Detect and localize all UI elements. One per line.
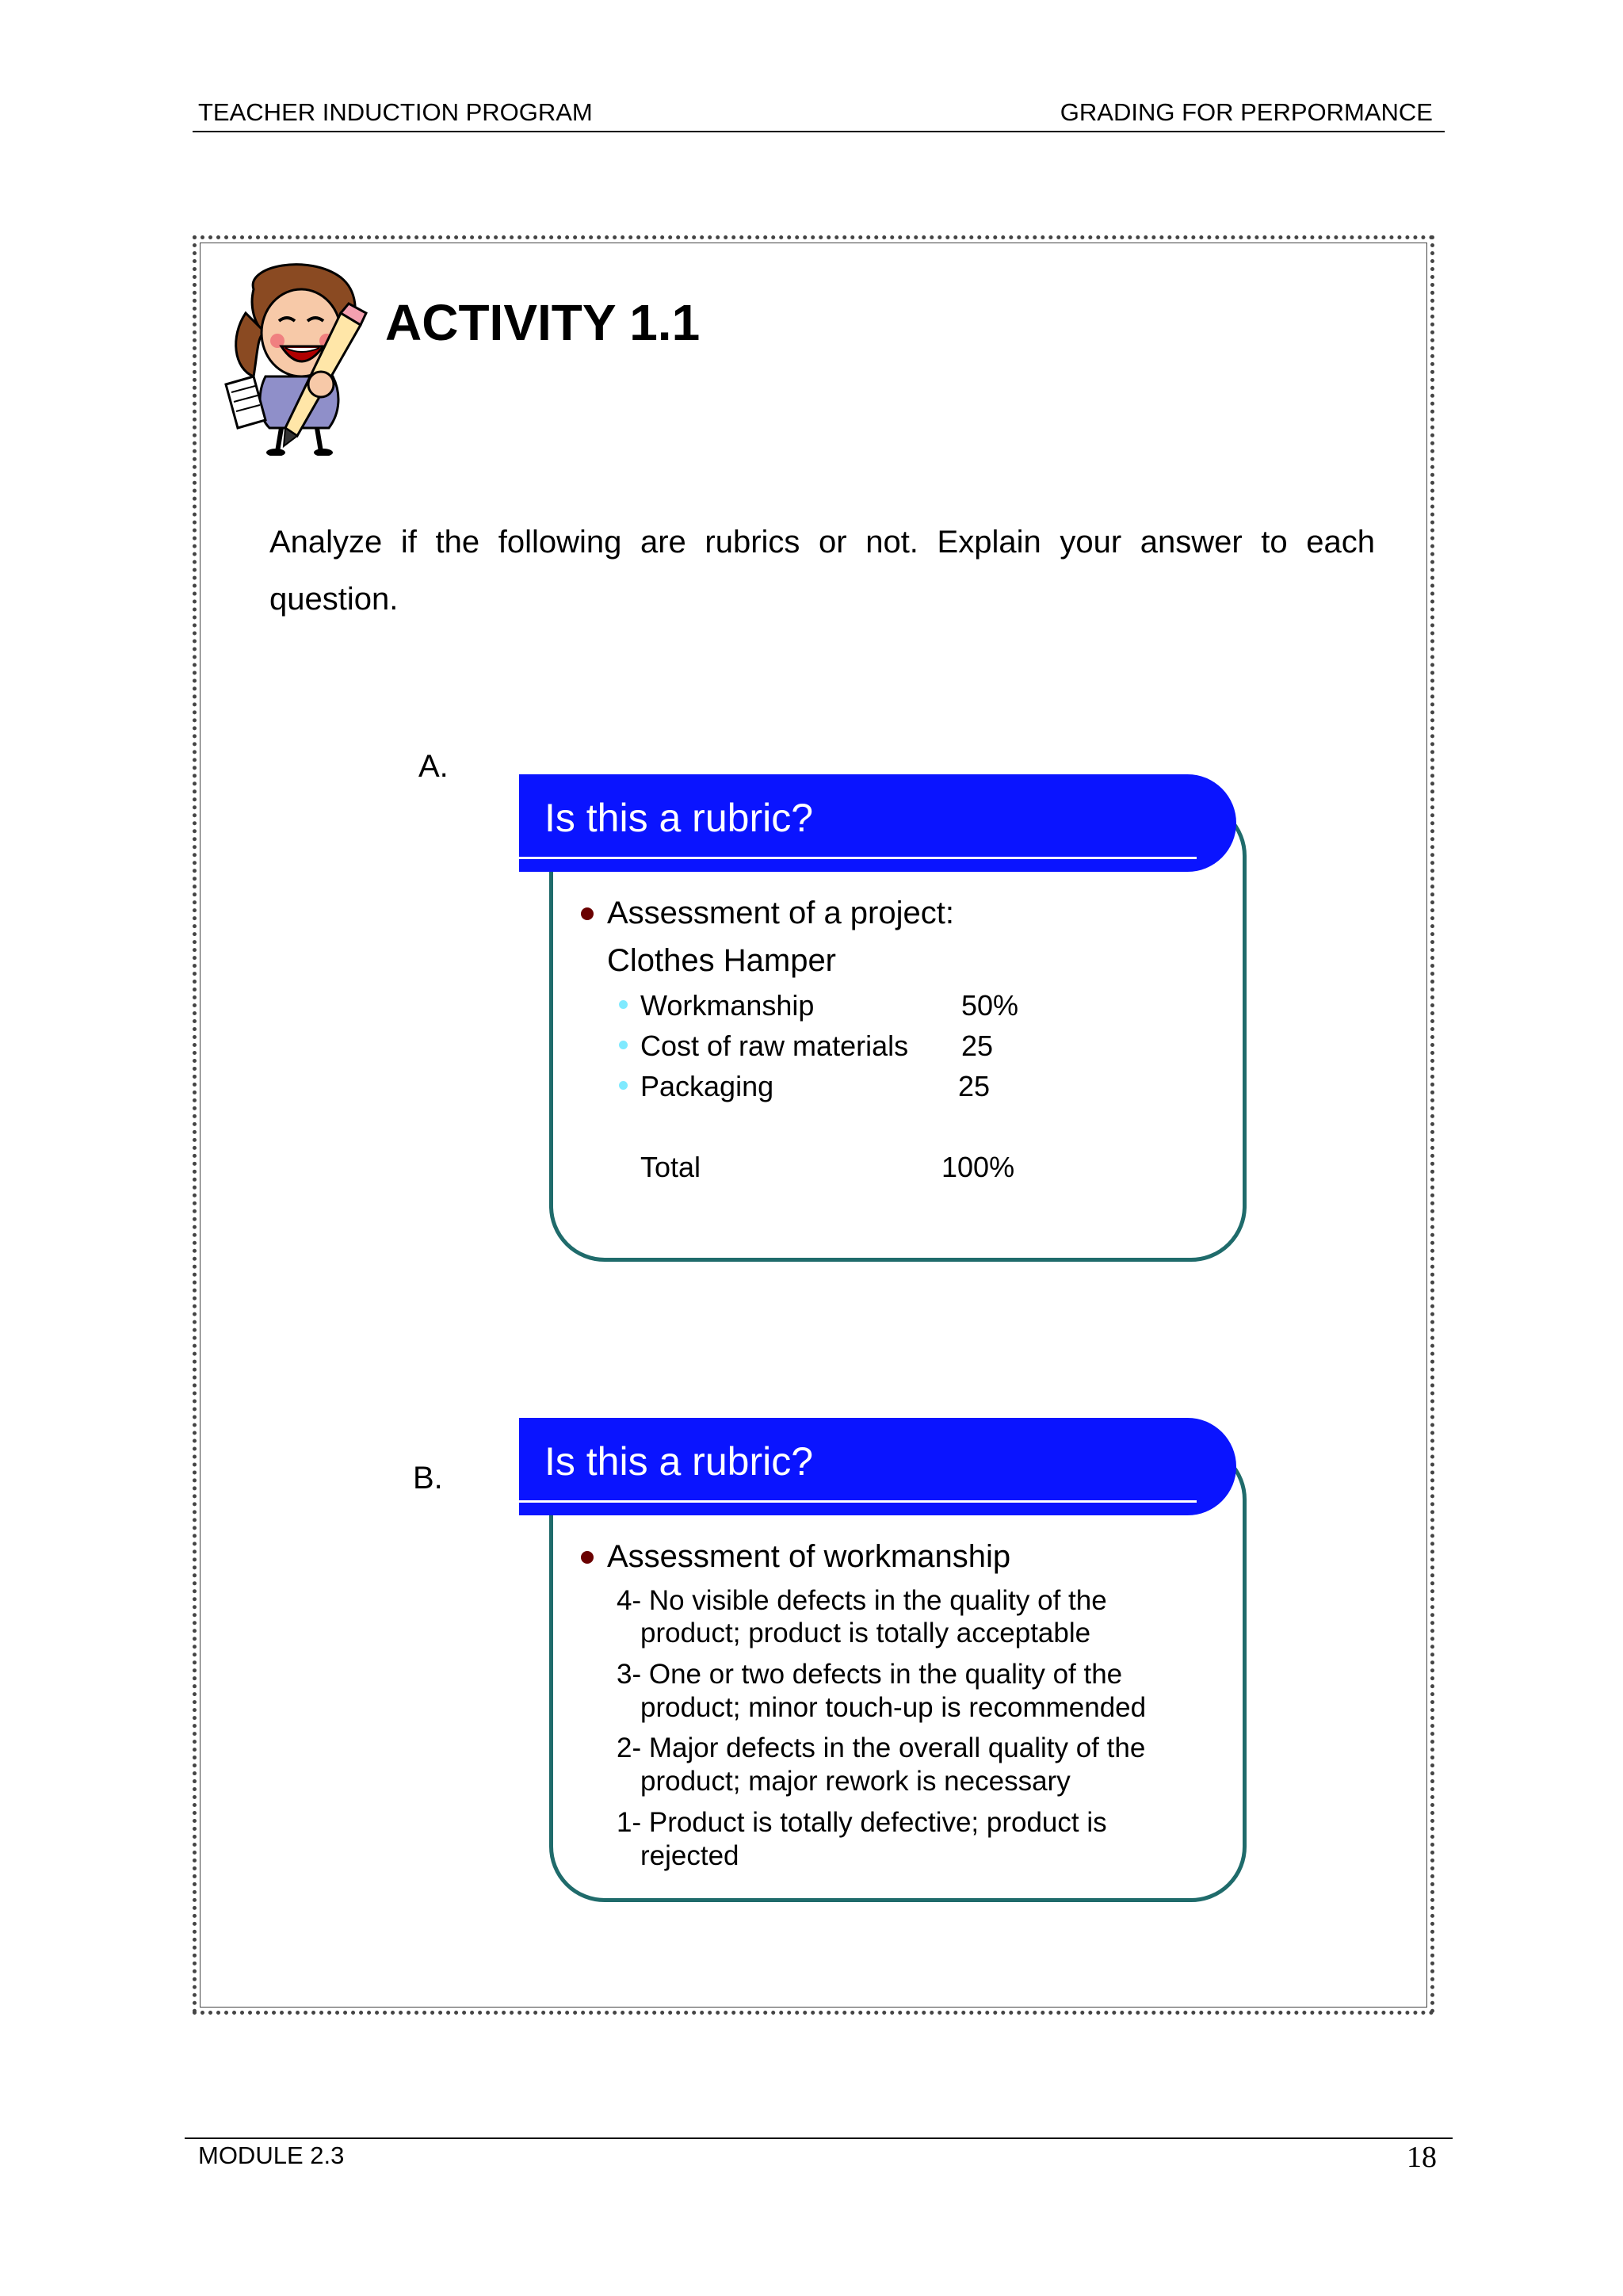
teacher-with-pencil-icon <box>222 258 376 456</box>
section-a-letter: A. <box>418 749 449 784</box>
item-value: 50% <box>961 989 1019 1022</box>
bullet-dot <box>581 1551 594 1564</box>
level-line1: 2- Major defects in the overall quality of the <box>617 1733 1146 1763</box>
level-line2: product; major rework is necessary <box>640 1766 1071 1797</box>
item-label: Cost of raw materials <box>640 1030 909 1062</box>
level-line1: 3- One or two defects in the quality of the <box>617 1659 1123 1690</box>
level-line1: 1- Product is totally defective; product is <box>617 1807 1107 1838</box>
section-b-letter: B. <box>413 1461 443 1496</box>
bullet-dot <box>581 907 594 920</box>
card-a-title: Is this a rubric? <box>544 796 814 840</box>
total-value: 100% <box>941 1151 1015 1183</box>
sub-bullet-dot <box>619 1081 628 1090</box>
sub-bullet-dot <box>619 1041 628 1049</box>
level-line2: product; product is totally acceptable <box>640 1618 1091 1648</box>
page-number: 18 <box>1407 2141 1437 2174</box>
sub-bullet-dot <box>619 1000 628 1009</box>
total-label: Total <box>640 1151 701 1183</box>
card-b-bullet: Assessment of workmanship <box>607 1539 1011 1574</box>
card-a-bullet-line1: Assessment of a project: <box>607 896 954 930</box>
header-right: GRADING FOR PERPORMANCE <box>1060 98 1433 126</box>
card-a-header <box>519 774 1236 872</box>
item-label: Workmanship <box>640 989 815 1022</box>
card-b-title-underline <box>519 1500 1197 1503</box>
level-line2: rejected <box>640 1840 739 1871</box>
footer-rule <box>185 2137 1453 2139</box>
item-label: Packaging <box>640 1070 774 1102</box>
activity-instructions: Analyze if the following are rubrics or not. Explain your answer to each question. <box>269 525 1375 617</box>
card-a-bullet-line2: Clothes Hamper <box>607 943 837 978</box>
footer-module: MODULE 2.3 <box>198 2141 345 2169</box>
level-line2: product; minor touch-up is recommended <box>640 1692 1147 1723</box>
card-b-header <box>519 1418 1236 1515</box>
header-rule <box>193 131 1445 132</box>
card-b-title: Is this a rubric? <box>544 1439 814 1484</box>
activity-title: ACTIVITY 1.1 <box>385 294 701 351</box>
header-left: TEACHER INDUCTION PROGRAM <box>198 98 593 126</box>
card-a-title-underline <box>519 857 1197 859</box>
level-line1: 4- No visible defects in the quality of the <box>617 1585 1107 1616</box>
item-value: 25 <box>961 1030 994 1062</box>
item-value: 25 <box>958 1070 991 1102</box>
